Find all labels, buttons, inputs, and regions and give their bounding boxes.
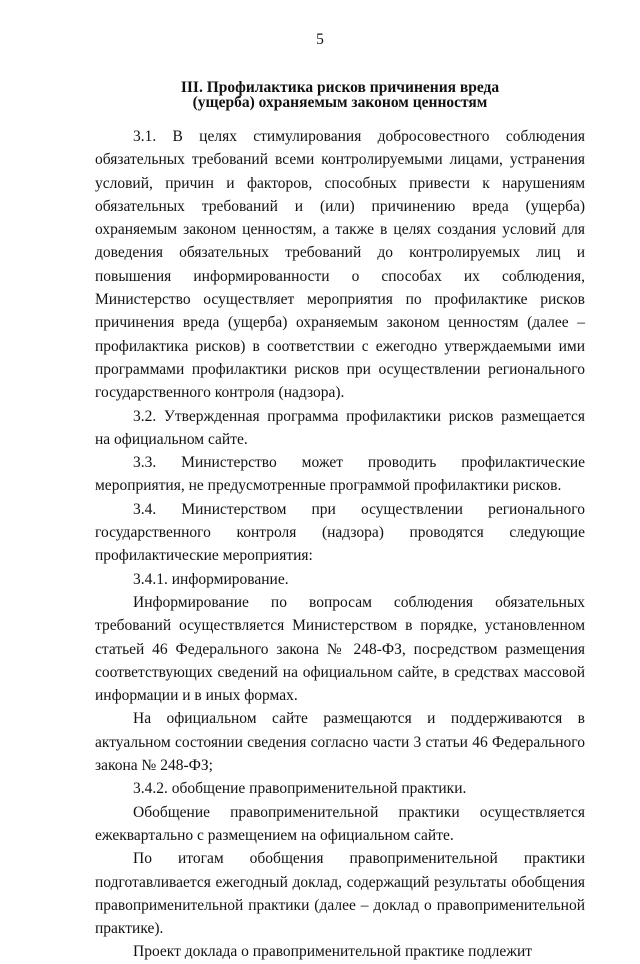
- paragraph-3-1: 3.1. В целях стимулирования добросовестного соблюдения обязательных требований всеми контролируемыми лицами, устранения условий, причин и факторов, способных привести к нарушениям обязательных требований и (или) причинению вреда (ущерба) охраняемым законом ценностям, а также в целях создания условий для доведения обязательных требований до контролируемых лиц и повышения информированности о способах их соблюдения, Министерство осуществляет мероприятия по профилактике рисков причинения вреда (ущерба) охраняемым законом ценностям (далее – профилактика рисков) в соответствии с ежегодно утверждаемыми ими программами профилактики рисков при осуществлении регионального государственного контроля (надзора).: [95, 128, 585, 402]
- paragraph-3-2: 3.2. Утвержденная программа профилактики рисков размещается на официальном сайте.: [95, 407, 585, 448]
- document-body: [95, 125, 585, 964]
- paragraph-report-draft: Проект доклада о правоприменительной практике подлежит: [133, 943, 533, 961]
- paragraph-annual-report: По итогам обобщения правоприменительной практики подготавливается ежегодный доклад, содержащий результаты обобщения правоприменительной практики (далее – доклад о правоприменительной практике).: [95, 850, 585, 938]
- paragraph-3-4: 3.4. Министерством при осуществлении регионального государственного контроля (надзора) проводятся следующие профилактические мероприятия:: [95, 500, 585, 565]
- section-heading: [95, 80, 585, 110]
- page-number: 5: [316, 31, 324, 48]
- paragraph-official-site: На официальном сайте размещаются и поддерживаются в актуальном состоянии сведения согласно части 3 статьи 46 Федерального закона № 248-ФЗ;: [95, 710, 585, 775]
- paragraph-generalization: Обобщение правоприменительной практики осуществляется ежеквартально с размещением на официальном сайте.: [95, 803, 585, 844]
- paragraph-informing: Информирование по вопросам соблюдения обязательных требований осуществляется Министерством в порядке, установленном статьей 46 Федерального закона № 248-ФЗ, посредством размещения соответствующих сведений на официальном сайте, в средствах массовой информации и в иных формах.: [95, 593, 585, 705]
- section-heading-line-1: III. Профилактика рисков причинения вреда: [180, 79, 500, 96]
- paragraph-3-4-1: 3.4.1. информирование.: [133, 570, 289, 588]
- paragraph-3-3: 3.3. Министерство может проводить профилактические мероприятия, не предусмотренные программой профилактики рисков.: [95, 454, 585, 495]
- section-heading-line-2: (ущерба) охраняемым законом ценностям: [192, 94, 488, 111]
- paragraph-3-4-2: 3.4.2. обобщение правоприменительной практики.: [133, 780, 467, 798]
